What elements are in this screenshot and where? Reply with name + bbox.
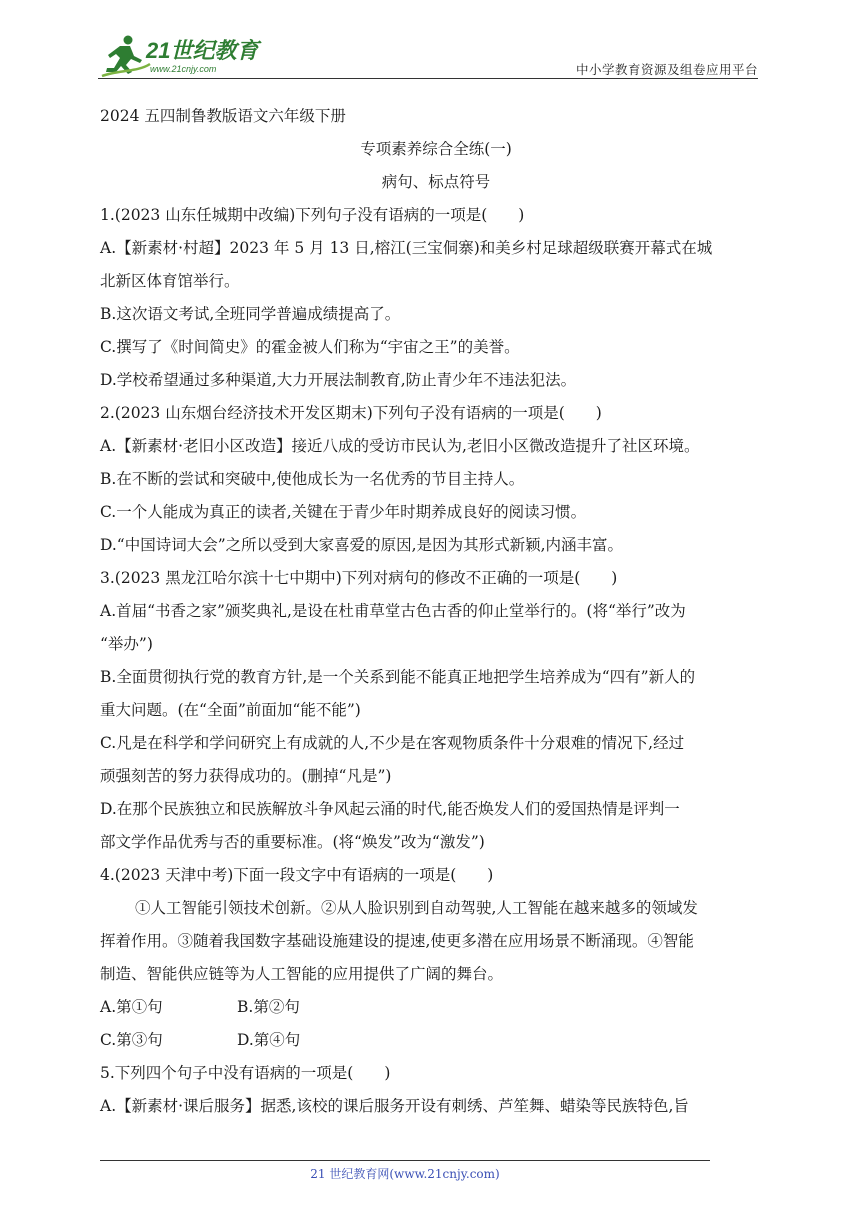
option: A.第①句: [100, 998, 163, 1016]
logo-text: 21世纪教育: [146, 38, 259, 63]
text-line: 顽强刻苦的努力获得成功的。(删掉“凡是”): [100, 767, 392, 785]
page-header: [98, 32, 758, 80]
text-line: A.【新素材·课后服务】据悉,该校的课后服务开设有刺绣、芦笙舞、蜡染等民族特色,旨: [100, 1097, 689, 1115]
text-line: 北新区体育馆举行。: [100, 272, 240, 290]
text-line: 2.(2023 山东烟台经济技术开发区期末)下列句子没有语病的一项是( ): [100, 404, 602, 422]
document-body: [100, 100, 772, 1123]
text-line: A.首届“书香之家”颁奖典礼,是设在杜甫草堂古色古香的仰止堂举行的。(将“举行”改为: [100, 602, 686, 620]
logo-url: www.21cnjy.com: [150, 64, 217, 74]
text-line: A.【新素材·村超】2023 年 5 月 13 日,榕江(三宝侗寨)和美乡村足球超级联赛开幕式在城: [100, 239, 713, 257]
option: C.第③句: [100, 1031, 163, 1049]
text-line: D.学校希望通过多种渠道,大力开展法制教育,防止青少年不违法犯法。: [100, 371, 577, 389]
runner-icon: [102, 36, 150, 77]
footer-text: 21 世纪教育网(www.21cnjy.com): [310, 1167, 500, 1181]
text-line: C.一个人能成为真正的读者,关键在于青少年时期养成良好的阅读习惯。: [100, 503, 587, 521]
book-title: 2024 五四制鲁教版语文六年级下册: [100, 107, 346, 125]
doc-subtitle: 病句、标点符号: [381, 173, 491, 191]
doc-title: 专项素养综合全练(一): [360, 140, 512, 158]
passage-line: ①人工智能引领技术创新。②从人脸识别到自动驾驶,人工智能在越来越多的领域发: [135, 899, 698, 917]
text-line: B.在不断的尝试和突破中,使他成长为一名优秀的节目主持人。: [100, 470, 525, 488]
text-line: 部文学作品优秀与否的重要标准。(将“焕发”改为“激发”): [100, 833, 485, 851]
text-line: 5.下列四个句子中没有语病的一项是( ): [100, 1064, 391, 1082]
text-line: A.【新素材·老旧小区改造】接近八成的受访市民认为,老旧小区微改造提升了社区环境。: [100, 437, 700, 455]
text-line: B.这次语文考试,全班同学普遍成绩提高了。: [100, 305, 401, 323]
footer-divider: [100, 1160, 710, 1161]
option: D.第④句: [237, 1031, 301, 1049]
passage-line: 挥着作用。③随着我国数字基础设施建设的提速,使更多潜在应用场景不断涌现。④智能: [100, 932, 694, 950]
tagline: 中小学教育资源及组卷应用平台: [575, 62, 758, 77]
text-line: 1.(2023 山东任城期中改编)下列句子没有语病的一项是( ): [100, 206, 525, 224]
header-divider: [98, 78, 758, 79]
option-row: [100, 1024, 772, 1057]
text-line: “举办”): [100, 635, 153, 653]
text-line: 4.(2023 天津中考)下面一段文字中有语病的一项是( ): [100, 866, 494, 884]
text-line: B.全面贯彻执行党的教育方针,是一个关系到能不能真正地把学生培养成为“四有”新人的: [100, 668, 696, 686]
text-line: 重大问题。(在“全面”前面加“能不能”): [100, 701, 361, 719]
option-row: [100, 991, 772, 1024]
option: B.第②句: [237, 998, 300, 1016]
text-line: C.撰写了《时间简史》的霍金被人们称为“宇宙之王”的美誉。: [100, 338, 520, 356]
text-line: 3.(2023 黑龙江哈尔滨十七中期中)下列对病句的修改不正确的一项是( ): [100, 569, 618, 587]
text-line: D.在那个民族独立和民族解放斗争风起云涌的时代,能否焕发人们的爱国热情是评判一: [100, 800, 680, 818]
passage-line: 制造、智能供应链等为人工智能的应用提供了广阔的舞台。: [100, 965, 504, 983]
text-line: D.“中国诗词大会”之所以受到大家喜爱的原因,是因为其形式新颖,内涵丰富。: [100, 536, 624, 554]
text-line: C.凡是在科学和学问研究上有成就的人,不少是在客观物质条件十分艰难的情况下,经过: [100, 734, 685, 752]
logo: [98, 32, 268, 78]
